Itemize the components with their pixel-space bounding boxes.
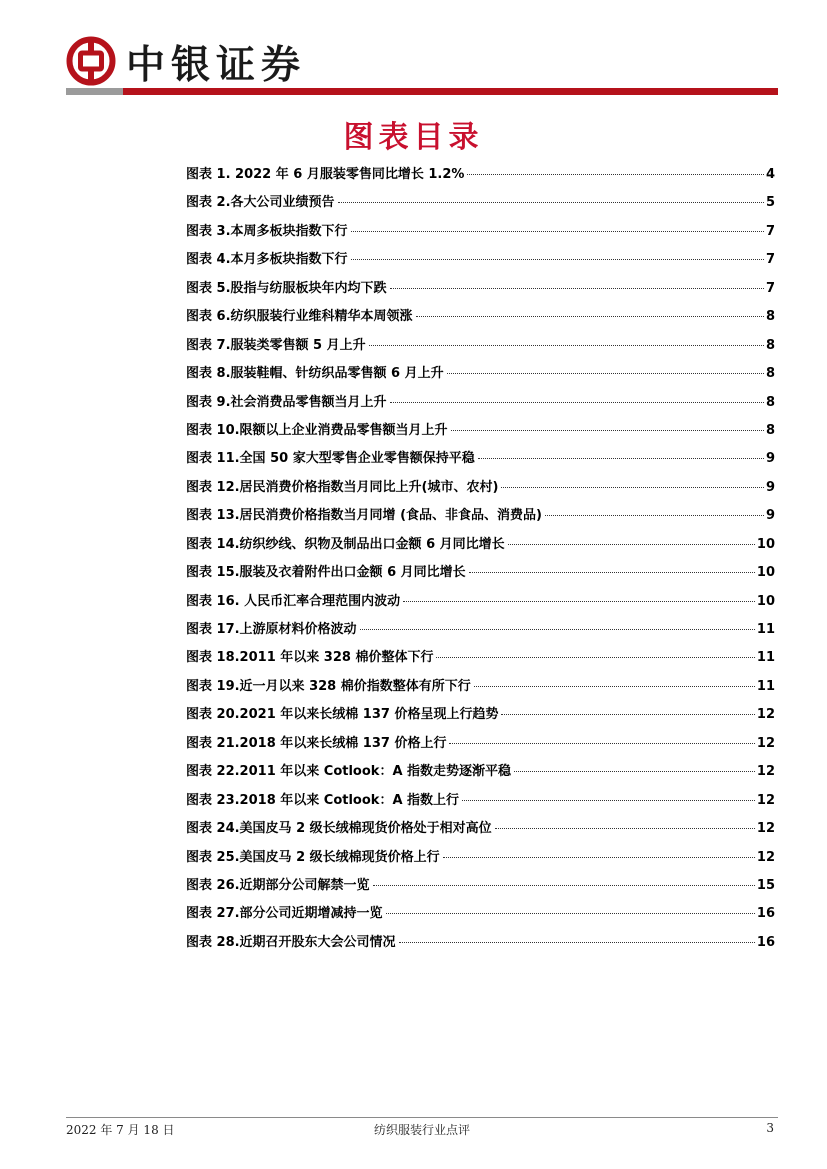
toc-entry-label: 图表 22.2011 年以来 Cotlook：A 指数走势逐渐平稳 bbox=[186, 764, 512, 780]
toc-entry-leader bbox=[338, 202, 764, 203]
toc-entry-page: 9 bbox=[765, 479, 775, 495]
toc-entry-page: 4 bbox=[765, 167, 775, 182]
toc-entry-page: 11 bbox=[756, 678, 775, 694]
toc-entry-label: 图表 13.居民消费价格指数当月同增 (食品、非食品、消费品) bbox=[186, 508, 542, 524]
toc-entry[interactable] bbox=[186, 360, 775, 388]
toc-entry-leader bbox=[386, 913, 755, 914]
toc-entry-label: 图表 23.2018 年以来 Cotlook：A 指数上行 bbox=[186, 792, 460, 808]
toc-entry[interactable] bbox=[186, 502, 775, 530]
toc-entry-label: 图表 28.近期召开股东大会公司情况 bbox=[186, 934, 396, 950]
toc-entry-leader bbox=[351, 259, 764, 260]
toc-entry-page: 12 bbox=[756, 821, 775, 837]
toc-entry-page: 12 bbox=[756, 849, 775, 865]
toc-entry-leader bbox=[369, 345, 764, 346]
toc-entry-label: 图表 15.服装及衣着附件出口金额 6 月同比增长 bbox=[186, 565, 466, 581]
toc-entry-page: 7 bbox=[765, 280, 775, 296]
toc-entry-leader bbox=[467, 174, 764, 175]
toc-entry[interactable] bbox=[186, 616, 775, 644]
toc-entry-leader bbox=[436, 657, 754, 658]
toc-entry[interactable] bbox=[186, 730, 775, 758]
header-rule-gray bbox=[66, 88, 123, 95]
toc-entry-leader bbox=[360, 629, 755, 630]
toc-entry-label: 图表 6.纺织服装行业维科精华本周领涨 bbox=[186, 309, 413, 325]
toc-entry-label: 图表 18.2011 年以来 328 棉价整体下行 bbox=[186, 650, 434, 666]
toc-entry-label: 图表 20.2021 年以来长绒棉 137 价格呈现上行趋势 bbox=[186, 707, 499, 723]
toc-entry[interactable] bbox=[186, 929, 775, 957]
toc-entry-leader bbox=[403, 601, 755, 602]
toc-entry-leader bbox=[508, 544, 755, 545]
toc-entry-page: 7 bbox=[765, 252, 775, 268]
footer-date: 2022 年 7 月 18 日 bbox=[66, 1123, 175, 1137]
toc-entry-label: 图表 17.上游原材料价格波动 bbox=[186, 622, 357, 637]
toc-entry-page: 15 bbox=[756, 877, 775, 893]
toc-entry[interactable] bbox=[186, 417, 775, 445]
toc-entry-label: 图表 5.股指与纺服板块年内均下跌 bbox=[186, 280, 387, 296]
toc-entry-page: 12 bbox=[756, 735, 775, 751]
toc-entry[interactable] bbox=[186, 673, 775, 701]
header-rule-red bbox=[123, 88, 778, 95]
toc-entry-leader bbox=[469, 572, 755, 573]
toc-entry-leader bbox=[390, 288, 764, 289]
toc-entry-label: 图表 4.本月多板块指数下行 bbox=[186, 252, 348, 268]
toc-entry[interactable] bbox=[186, 445, 775, 473]
toc-entry[interactable] bbox=[186, 303, 775, 331]
toc-entry-label: 图表 8.服装鞋帽、针纺织品零售额 6 月上升 bbox=[186, 366, 444, 382]
bank-of-china-logo-icon bbox=[66, 36, 116, 86]
toc-entry[interactable] bbox=[186, 815, 775, 843]
toc-entry-leader bbox=[545, 515, 764, 516]
toc-entry[interactable] bbox=[186, 531, 775, 559]
toc-entry-label: 图表 3.本周多板块指数下行 bbox=[186, 223, 348, 239]
toc-entry-page: 12 bbox=[756, 764, 775, 780]
toc-entry-label: 图表 1. 2022 年 6 月服装零售同比增长 1.2% bbox=[186, 167, 465, 182]
toc-entry[interactable] bbox=[186, 474, 775, 502]
toc-entry-label: 图表 21.2018 年以来长绒棉 137 价格上行 bbox=[186, 735, 447, 751]
toc-entry[interactable] bbox=[186, 189, 775, 217]
toc-entry[interactable] bbox=[186, 559, 775, 587]
toc-entry-page: 16 bbox=[756, 906, 775, 922]
toc-entry-leader bbox=[451, 430, 764, 431]
toc-entry-page: 11 bbox=[756, 622, 775, 637]
toc-entry-page: 10 bbox=[756, 536, 775, 552]
toc-entry-page: 9 bbox=[765, 508, 775, 524]
toc-entry-label: 图表 7.服装类零售额 5 月上升 bbox=[186, 337, 366, 353]
toc-entry-label: 图表 26.近期部分公司解禁一览 bbox=[186, 877, 370, 893]
toc-entry-page: 10 bbox=[756, 565, 775, 581]
toc-entry[interactable] bbox=[186, 787, 775, 815]
page-footer bbox=[66, 1121, 778, 1139]
toc-entry-page: 11 bbox=[756, 650, 775, 666]
toc-entry-leader bbox=[462, 800, 755, 801]
toc-entry[interactable] bbox=[186, 332, 775, 360]
toc-entry-page: 8 bbox=[765, 422, 775, 438]
toc-entry-label: 图表 11.全国 50 家大型零售企业零售额保持平稳 bbox=[186, 451, 475, 467]
toc-entry[interactable] bbox=[186, 758, 775, 786]
toc-entry-leader bbox=[495, 828, 755, 829]
footer-report-type: 纺织服装行业点评 bbox=[373, 1123, 470, 1137]
toc-entry[interactable] bbox=[186, 872, 775, 900]
toc-entry-leader bbox=[501, 487, 764, 488]
brand-name: 中银证券 bbox=[126, 42, 307, 88]
footer-page-number: 3 bbox=[766, 1121, 774, 1135]
toc-entry-label: 图表 24.美国皮马 2 级长绒棉现货价格处于相对高位 bbox=[186, 821, 492, 837]
toc-entry[interactable] bbox=[186, 900, 775, 928]
toc-entry[interactable] bbox=[186, 218, 775, 246]
toc-entry-page: 8 bbox=[765, 309, 775, 325]
toc-entry-leader bbox=[447, 373, 764, 374]
toc-entry-leader bbox=[514, 771, 755, 772]
toc-entry-leader bbox=[443, 857, 755, 858]
toc-entry-page: 12 bbox=[756, 707, 775, 723]
toc-entry-leader bbox=[478, 458, 764, 459]
toc-entry[interactable] bbox=[186, 246, 775, 274]
toc-list bbox=[186, 161, 775, 957]
toc-entry-page: 16 bbox=[756, 934, 775, 950]
toc-title: 图表目录 bbox=[343, 120, 484, 155]
toc-entry-page: 7 bbox=[765, 223, 775, 239]
toc-entry-label: 图表 9.社会消费品零售额当月上升 bbox=[186, 394, 387, 410]
toc-entry[interactable] bbox=[186, 275, 775, 303]
toc-entry-page: 9 bbox=[765, 451, 775, 467]
toc-entry[interactable] bbox=[186, 701, 775, 729]
toc-entry[interactable] bbox=[186, 389, 775, 417]
toc-entry-leader bbox=[351, 231, 764, 232]
toc-entry-label: 图表 19.近一月以来 328 棉价指数整体有所下行 bbox=[186, 678, 471, 694]
toc-entry-page: 12 bbox=[756, 792, 775, 808]
toc-entry-label: 图表 12.居民消费价格指数当月同比上升(城市、农村) bbox=[186, 479, 499, 495]
toc-entry-page: 10 bbox=[756, 593, 775, 609]
toc-entry-label: 图表 10.限额以上企业消费品零售额当月上升 bbox=[186, 422, 448, 438]
toc-entry-label: 图表 2.各大公司业绩预告 bbox=[186, 195, 335, 211]
toc-entry-label: 图表 14.纺织纱线、织物及制品出口金额 6 月同比增长 bbox=[186, 536, 505, 552]
toc-entry-leader bbox=[474, 686, 755, 687]
toc-entry-page: 8 bbox=[765, 366, 775, 382]
toc-entry-label: 图表 25.美国皮马 2 级长绒棉现货价格上行 bbox=[186, 849, 440, 865]
footer-rule bbox=[66, 1117, 778, 1118]
toc-entry-page: 5 bbox=[765, 195, 775, 211]
toc-entry[interactable] bbox=[186, 588, 775, 616]
toc-entry[interactable] bbox=[186, 644, 775, 672]
toc-entry-page: 8 bbox=[765, 337, 775, 353]
toc-entry-leader bbox=[390, 402, 764, 403]
toc-entry-leader bbox=[399, 942, 755, 943]
toc-entry-leader bbox=[373, 885, 755, 886]
toc-entry-leader bbox=[501, 714, 754, 715]
toc-entry[interactable] bbox=[186, 844, 775, 872]
toc-entry-page: 8 bbox=[765, 394, 775, 410]
toc-entry-label: 图表 27.部分公司近期增减持一览 bbox=[186, 906, 383, 922]
toc-entry-leader bbox=[416, 316, 764, 317]
toc-entry-leader bbox=[449, 743, 754, 744]
toc-entry-label: 图表 16. 人民币汇率合理范围内波动 bbox=[186, 593, 401, 609]
toc-entry[interactable] bbox=[186, 161, 775, 189]
